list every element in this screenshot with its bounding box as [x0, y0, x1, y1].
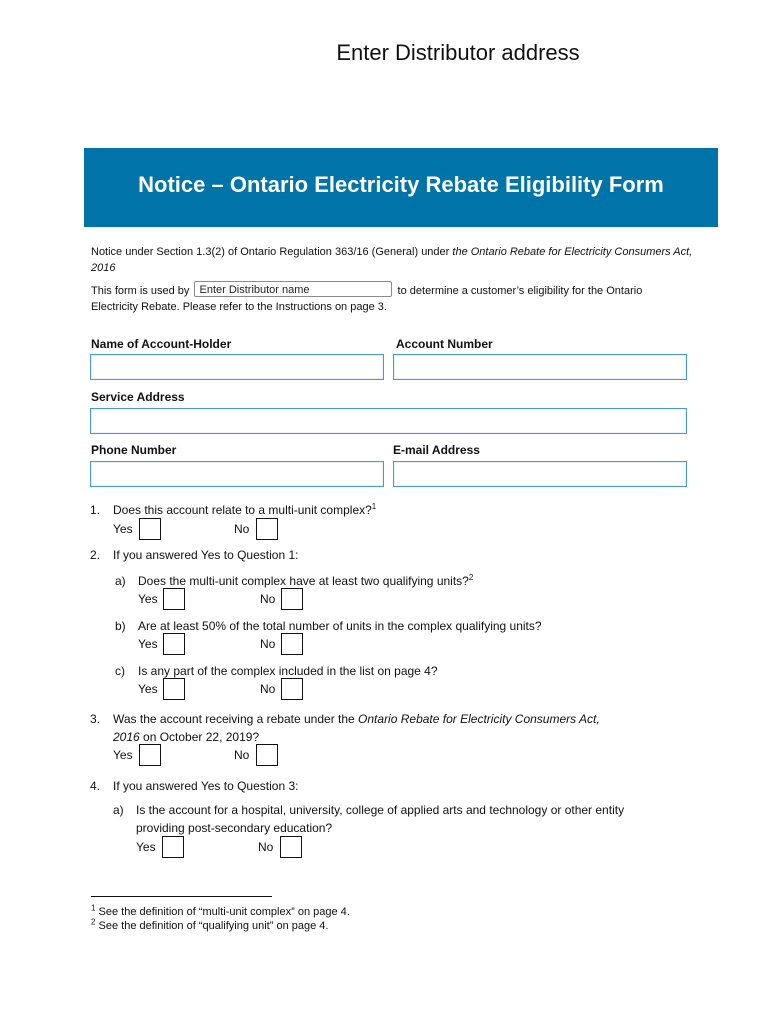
q1-yes-label: Yes: [113, 522, 133, 536]
distributor-name-input[interactable]: Enter Distributor name: [194, 281, 392, 297]
email-input[interactable]: [393, 461, 687, 487]
intro-notice-text: Notice under Section 1.3(2) of Ontario Regulation 363/16 (General) under: [91, 246, 453, 258]
q2c-text: Is any part of the complex included in the list on page 4?: [138, 664, 438, 678]
q3-number: 3.: [90, 712, 101, 726]
q2b-yes-checkbox[interactable]: [163, 633, 185, 655]
intro-usage-text-c: Electricity Rebate. Please refer to the Instructions on page 3.: [91, 301, 387, 314]
q2a-footnote-ref: 2: [468, 573, 474, 582]
q3-act-year: 2016: [113, 730, 140, 744]
q1-yes-checkbox[interactable]: [139, 518, 161, 540]
q1-text-body: Does this account relate to a multi-unit complex?: [113, 503, 372, 517]
q2c-yes-label: Yes: [138, 682, 158, 696]
footnote-divider: [91, 896, 272, 897]
q3-text: [113, 710, 713, 746]
intro-usage-text-b: to determine a customer’s eligibility for the Ontario: [397, 285, 643, 297]
q1-no-checkbox[interactable]: [256, 518, 278, 540]
q2b-yes-label: Yes: [138, 637, 158, 651]
q3-no-checkbox[interactable]: [256, 744, 278, 766]
phone-label: Phone Number: [91, 443, 177, 457]
q4a-text-line2: providing post-secondary education?: [136, 821, 333, 835]
account-number-label: Account Number: [396, 337, 493, 351]
footnote-1-text: See the definition of “multi-unit complex” on page 4.: [98, 906, 350, 918]
distributor-address-field[interactable]: Enter Distributor address: [336, 40, 580, 65]
q4a-no-checkbox[interactable]: [280, 836, 302, 858]
footnote-1: [91, 905, 350, 919]
intro-usage-text-a: This form is used by: [91, 285, 190, 297]
q3-yes-label: Yes: [113, 748, 133, 762]
q3-no-label: No: [234, 748, 250, 762]
q2a-text-body: Does the multi-unit complex have at least two qualifying units?: [138, 574, 469, 588]
footnote-2: [91, 919, 328, 933]
q1-text: [113, 501, 376, 519]
q1-footnote-ref: 1: [371, 502, 377, 511]
q2b-no-checkbox[interactable]: [281, 633, 303, 655]
q4a-text-line1: Is the account for a hospital, university, college of applied arts and technology or other entity: [136, 803, 625, 817]
q3-text-a: Was the account receiving a rebate under the: [113, 712, 359, 726]
q1-number: 1.: [90, 503, 101, 517]
q3-act-name: Ontario Rebate for Electricity Consumers Act,: [358, 712, 600, 726]
phone-input[interactable]: [90, 461, 384, 487]
footnote-1-number: 1: [91, 903, 96, 913]
q2a-yes-label: Yes: [138, 592, 158, 606]
q2c-yes-checkbox[interactable]: [163, 678, 185, 700]
service-address-label: Service Address: [91, 390, 185, 404]
q4a-yes-checkbox[interactable]: [162, 836, 184, 858]
service-address-input[interactable]: [90, 408, 687, 434]
account-holder-label: Name of Account-Holder: [91, 337, 232, 351]
intro-usage: [91, 283, 701, 315]
q2b-number: b): [115, 619, 126, 633]
q2-text: If you answered Yes to Question 1:: [113, 548, 299, 562]
footnote-2-text: See the definition of “qualifying unit” on page 4.: [98, 920, 329, 932]
q3-text-b: on October 22, 2019?: [139, 730, 260, 744]
q4-text: If you answered Yes to Question 3:: [113, 779, 299, 793]
footnote-2-number: 2: [91, 917, 96, 927]
email-label: E-mail Address: [393, 443, 480, 457]
account-holder-input[interactable]: [90, 354, 384, 380]
q2b-no-label: No: [260, 637, 276, 651]
q4a-number: a): [113, 803, 124, 817]
form-title: Notice – Ontario Electricity Rebate Eligibility Form: [138, 172, 664, 197]
q2b-text: Are at least 50% of the total number of units in the complex qualifying units?: [138, 619, 542, 633]
q4a-text: [136, 801, 716, 837]
q2a-yes-checkbox[interactable]: [163, 588, 185, 610]
q2a-text: [138, 572, 473, 590]
intro-notice: [91, 244, 701, 276]
q2a-number: a): [115, 574, 126, 588]
q2c-no-checkbox[interactable]: [281, 678, 303, 700]
q1-no-label: No: [234, 522, 250, 536]
q2a-no-label: No: [260, 592, 276, 606]
q4a-no-label: No: [258, 840, 274, 854]
title-banner: [84, 148, 718, 227]
q2-number: 2.: [90, 548, 101, 562]
intro-act-name: the Ontario Rebate for Electricity Consumers Act, 2016: [91, 246, 693, 274]
q2c-number: c): [115, 664, 125, 678]
account-number-input[interactable]: [393, 354, 687, 380]
q3-yes-checkbox[interactable]: [139, 744, 161, 766]
q2a-no-checkbox[interactable]: [281, 588, 303, 610]
q2c-no-label: No: [260, 682, 276, 696]
q4a-yes-label: Yes: [136, 840, 156, 854]
q4-number: 4.: [90, 779, 101, 793]
